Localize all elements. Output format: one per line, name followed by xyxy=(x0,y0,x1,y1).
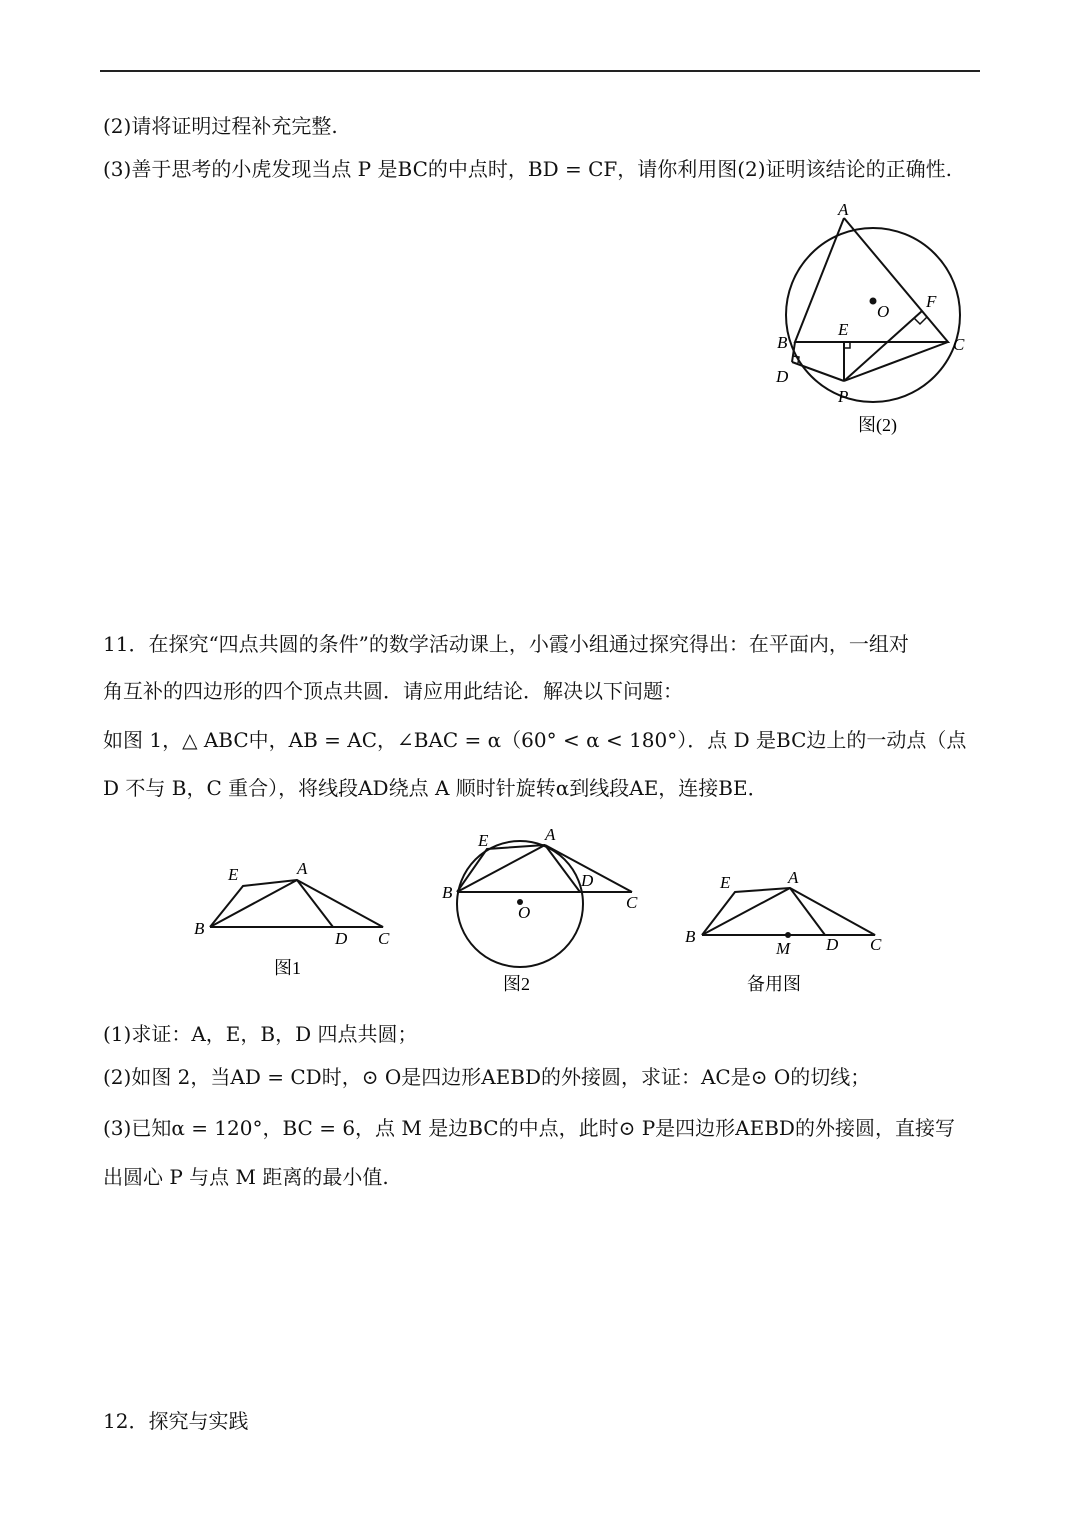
fig2b-label-o: O xyxy=(518,903,531,922)
q11-spare-figure xyxy=(680,860,895,1000)
fig2-label-c: C xyxy=(953,335,965,354)
fig3-label-d: D xyxy=(826,935,839,954)
fig2-label-e: E xyxy=(838,320,849,339)
fig3-caption: 备用图 xyxy=(747,974,801,994)
fig2b-label-c: C xyxy=(626,893,638,912)
q11-stem-line-3: 如图 1，△ ABC中，AB = AC，∠BAC = α（60° < α < 180°）．点 D 是BC边上的一动点（点 xyxy=(103,728,967,752)
fig1-label-d: D xyxy=(335,929,348,948)
fig2-label-f: F xyxy=(926,292,937,311)
q11-part-3-line-2: 出圆心 P 与点 M 距离的最小值. xyxy=(103,1165,389,1189)
fig2-label-p: P xyxy=(838,387,849,406)
fig2-label-a: A xyxy=(838,200,849,219)
fig2b-label-e: E xyxy=(478,831,489,850)
fig1-label-e: E xyxy=(228,865,239,884)
fig3-label-m: M xyxy=(776,939,791,958)
fig2b-label-d: D xyxy=(581,871,594,890)
q11-stem-line-1: 11．在探究“四点共圆的条件”的数学活动课上，小霞小组通过探究得出：在平面内，一组对 xyxy=(103,632,909,656)
q11-stem-line-2: 角互补的四边形的四个顶点共圆．请应用此结论．解决以下问题： xyxy=(103,679,683,703)
fig1-label-c: C xyxy=(378,929,390,948)
q10-figure-2 xyxy=(760,195,990,445)
fig3-label-b: B xyxy=(685,927,696,946)
q11-figure-1 xyxy=(190,850,410,985)
fig1-caption: 图1 xyxy=(274,958,301,978)
q11-stem-line-4: D 不与 B，C 重合），将线段AD绕点 A 顺时针旋转α到线段AE，连接BE． xyxy=(103,776,768,800)
fig2-label-d: D xyxy=(776,367,789,386)
fig2-label-o: O xyxy=(877,302,890,321)
q12-title: 12．探究与实践 xyxy=(103,1409,249,1433)
fig2-label-b: B xyxy=(777,333,788,352)
fig2-caption: 图(2) xyxy=(858,415,897,435)
fig1-label-a: A xyxy=(297,859,308,878)
q10-part-2: (2)请将证明过程补充完整. xyxy=(103,114,338,138)
q11-part-3-line-1: (3)已知α = 120°，BC = 6，点 M 是边BC的中点，此时⊙ P是四边形AEBD的外接圆，直接写 xyxy=(103,1116,955,1140)
fig2b-caption: 图2 xyxy=(503,974,530,994)
q11-figure-2 xyxy=(440,822,650,1002)
fig3-label-e: E xyxy=(720,873,731,892)
q10-part-3: (3)善于思考的小虎发现当点 P 是BC的中点时，BD = CF，请你利用图(2)证明该结论的正确性. xyxy=(103,157,952,181)
fig3-label-c: C xyxy=(870,935,882,954)
fig2b-label-a: A xyxy=(545,825,556,844)
fig2b-label-b: B xyxy=(442,883,453,902)
fig3-label-a: A xyxy=(788,868,799,887)
header-rule xyxy=(100,70,980,72)
fig1-label-b: B xyxy=(194,919,205,938)
q11-part-2: (2)如图 2，当AD = CD时，⊙ O是四边形AEBD的外接圆，求证：AC是⊙ O的切线； xyxy=(103,1065,871,1089)
q11-part-1: (1)求证：A，E，B，D 四点共圆； xyxy=(103,1022,418,1046)
